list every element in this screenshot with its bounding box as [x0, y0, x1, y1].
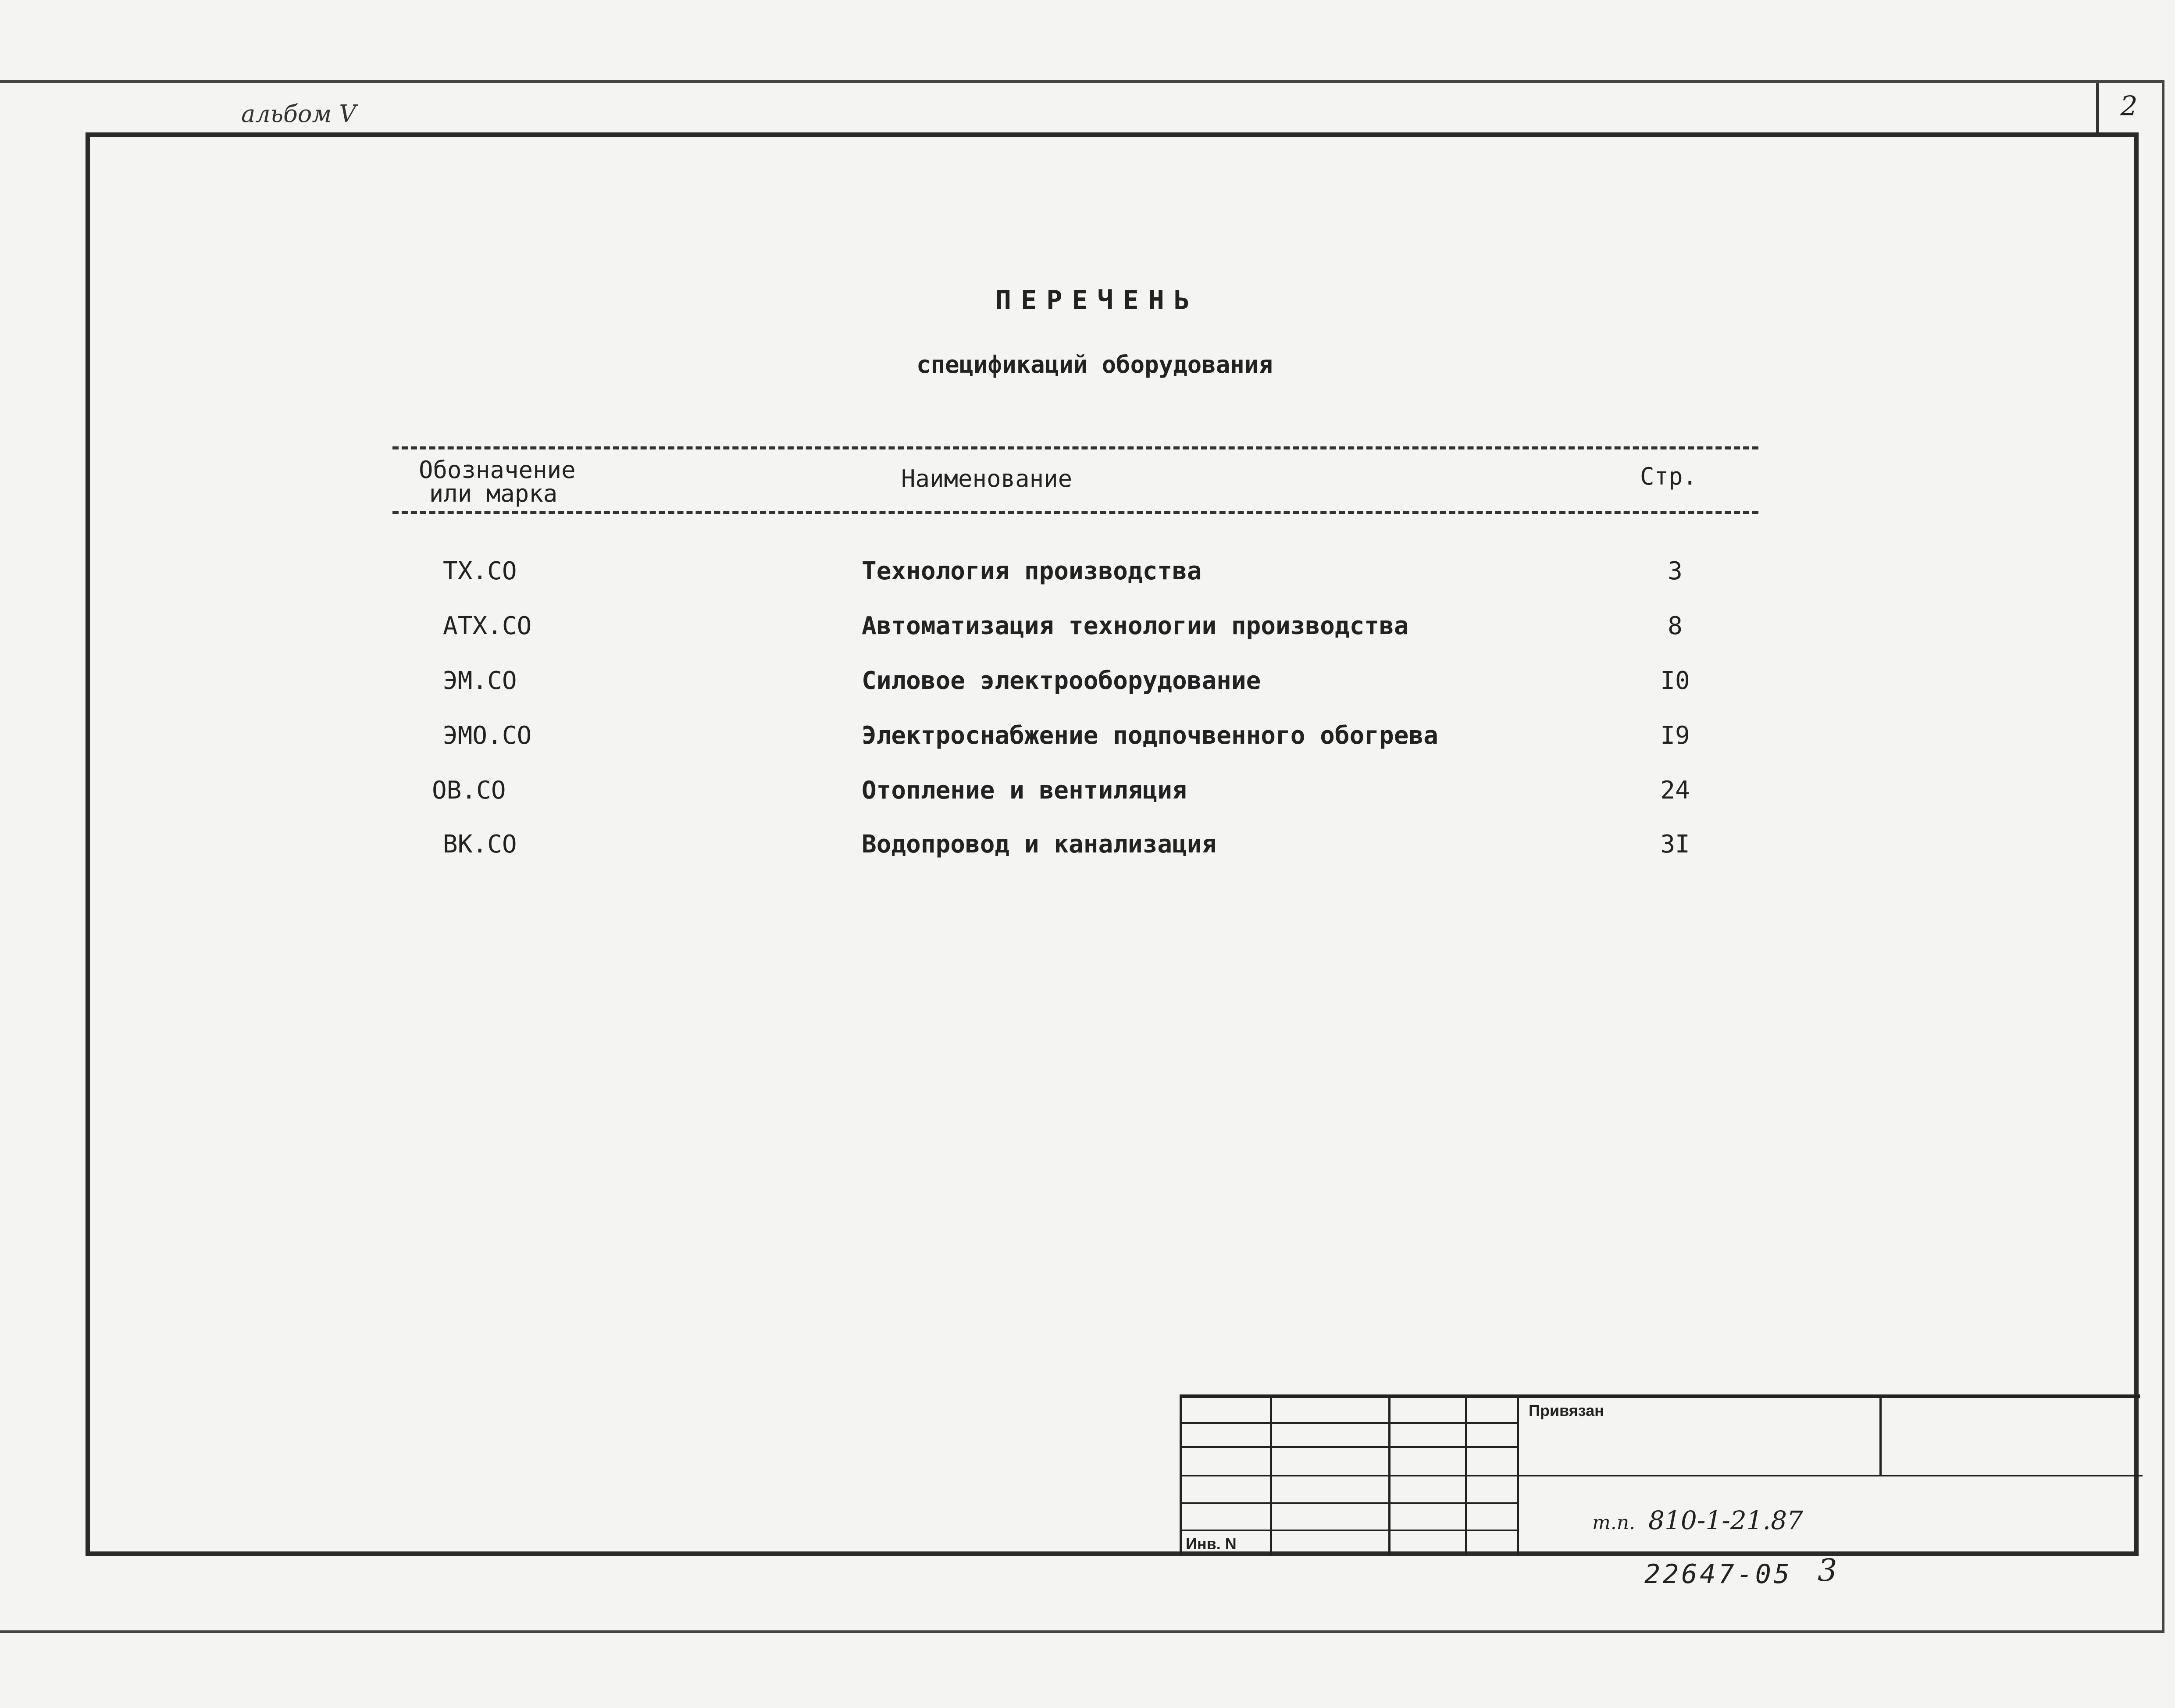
table-row — [0, 776, 2175, 811]
table-row — [0, 557, 2175, 592]
column-header-code-line2: или марка — [429, 480, 558, 507]
table-row — [0, 612, 2175, 647]
row-code: ЭМ.СО — [443, 667, 517, 695]
title-block-rule — [1182, 1475, 2143, 1476]
title-block-rule — [1182, 1502, 1517, 1504]
sheet-number: 2 — [2120, 90, 2138, 122]
document-designation — [1592, 1505, 1803, 1535]
title-block — [1180, 1394, 2140, 1556]
title-block-rule — [1182, 1422, 1517, 1424]
table-row — [0, 667, 2175, 702]
archive-number: 22647-05 — [1644, 1559, 1792, 1590]
row-name: Электроснабжение подпочвенного обогрева — [862, 721, 1438, 750]
row-name: Водопровод и канализация — [862, 830, 1217, 859]
row-name: Автоматизация технологии производства — [862, 612, 1409, 640]
title-block-rule — [1182, 1530, 1517, 1531]
sheet-edge-top — [0, 80, 2164, 83]
title-block-divider — [1879, 1398, 1882, 1475]
title-block-divider — [1270, 1398, 1272, 1556]
page-title: ПЕРЕЧЕНЬ — [995, 285, 1199, 316]
row-code: АТХ.СО — [443, 612, 532, 640]
page-subtitle: спецификаций оборудования — [916, 351, 1273, 378]
row-name: Отопление и вентиляция — [862, 776, 1187, 805]
row-code: ТХ.СО — [443, 557, 517, 585]
row-page: 3I — [1660, 830, 1690, 859]
attached-label: Привязан — [1529, 1401, 1604, 1419]
album-label: альбом V — [241, 100, 357, 128]
row-page: 3 — [1668, 557, 1683, 585]
document-prefix: т.п. — [1592, 1512, 1636, 1534]
inventory-label: Инв. N — [1186, 1535, 1237, 1553]
table-row — [0, 830, 2175, 865]
column-header-page: Стр. — [1640, 463, 1697, 490]
row-code: ОВ.СО — [432, 776, 506, 805]
title-block-divider — [1465, 1398, 1467, 1556]
row-code: ЭМО.СО — [443, 721, 532, 750]
footer-page-number: 3 — [1818, 1552, 1837, 1588]
row-page: I0 — [1660, 667, 1690, 695]
column-header-name: Наименование — [901, 465, 1073, 492]
column-header-code-line1: Обозначение — [419, 456, 576, 484]
table-top-rule — [392, 446, 1758, 449]
row-page: I9 — [1660, 721, 1690, 750]
sheet-edge-bottom — [0, 1630, 2164, 1633]
title-block-rule — [1182, 1446, 1517, 1448]
table-header-rule — [392, 511, 1758, 514]
table-row — [0, 721, 2175, 756]
title-block-divider — [1517, 1398, 1519, 1556]
row-name: Силовое электрооборудование — [862, 667, 1261, 695]
row-page: 24 — [1660, 776, 1690, 805]
row-code: ВК.СО — [443, 830, 517, 859]
column-header-code — [419, 456, 576, 507]
row-name: Технология производства — [862, 557, 1202, 585]
document-number: 810-1-21.87 — [1648, 1505, 1803, 1535]
row-page: 8 — [1668, 612, 1683, 640]
title-block-divider — [1388, 1398, 1391, 1556]
